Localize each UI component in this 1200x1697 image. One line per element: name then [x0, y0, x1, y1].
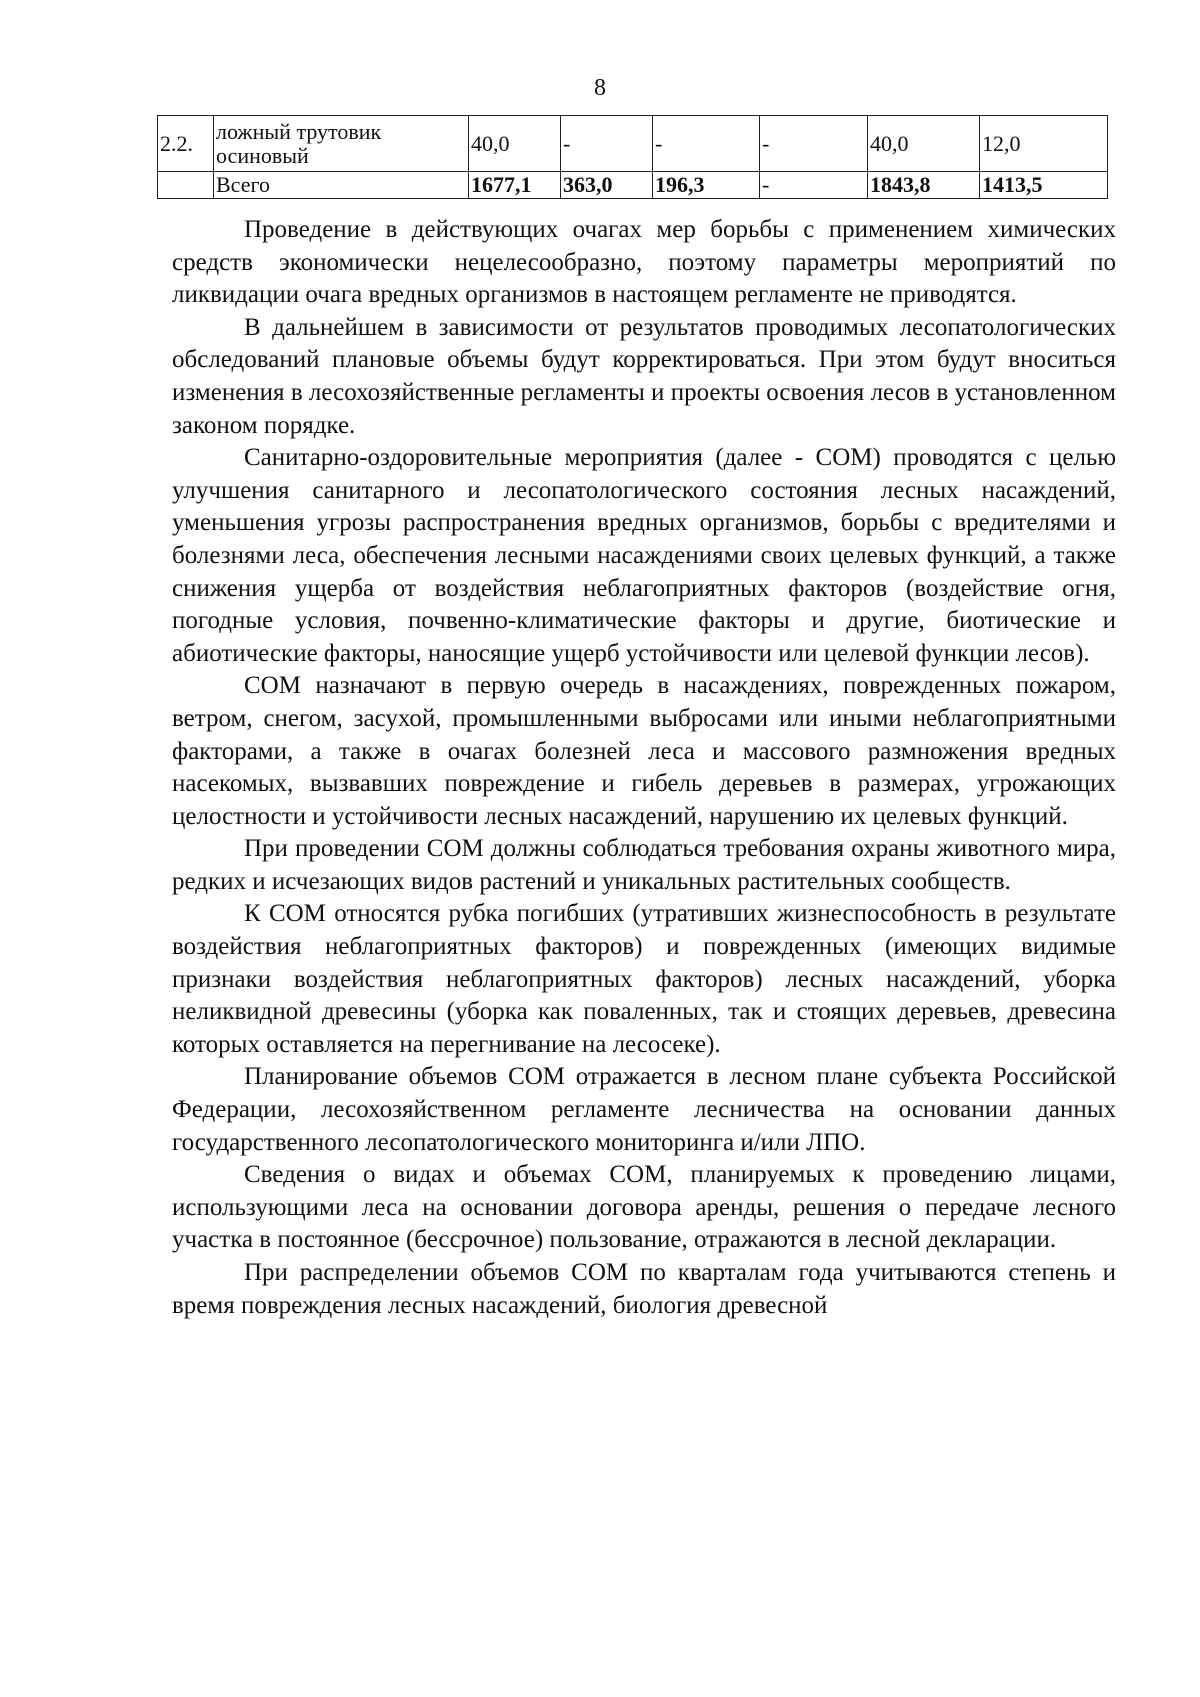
total-value-cell: 1677,1 — [469, 172, 561, 199]
total-label-cell: Всего — [214, 172, 469, 199]
row-number-cell: 2.2. — [158, 116, 214, 172]
row-number-cell — [158, 172, 214, 199]
total-value-cell: 1413,5 — [980, 172, 1108, 199]
page-number: 8 — [594, 75, 606, 101]
value-cell: 40,0 — [868, 116, 980, 172]
total-value-cell: 196,3 — [653, 172, 760, 199]
summary-table — [157, 115, 1108, 199]
value-cell: 40,0 — [469, 116, 561, 172]
value-cell: 12,0 — [980, 116, 1108, 172]
paragraph: СОМ назначают в первую очередь в насаждениях, поврежденных пожаром, ветром, снегом, засухой, промышленными выбросами или иными неблагоприятными факторами, а также в очагах болезней леса и массового размножения вредных насекомых, вызвавших повреждение и гибель деревьев в размерах, угрожающих целостности и устойчивости лесных насаждений, нарушению их целевых функций. — [172, 672, 1116, 830]
body-text — [172, 214, 1116, 1322]
paragraph: Проведение в действующих очагах мер борьбы с применением химических средств экономически нецелесообразно, поэтому параметры мероприятий по ликвидации очага вредных организмов в настоящем регламенте не приводятся. — [172, 216, 1116, 309]
table-total-row — [158, 172, 1108, 199]
pest-name-cell: ложный трутовик осиновый — [214, 116, 469, 172]
paragraph: Сведения о видах и объемах СОМ, планируемых к проведению лицами, использующими леса на основании договора аренды, решения о передаче лесного участка в постоянное (бессрочное) пользование, отражаются в лесной декларации. — [172, 1161, 1116, 1254]
table-row — [158, 116, 1108, 172]
paragraph: При распределении объемов СОМ по кварталам года учитываются степень и время повреждения лесных насаждений, биология древесной — [172, 1259, 1116, 1319]
paragraph: В дальнейшем в зависимости от результатов проводимых лесопатологических обследований плановые объемы будут корректироваться. При этом будут вноситься изменения в лесохозяйственные регламенты и проекты освоения лесов в установленном законом порядке. — [172, 313, 1116, 439]
value-cell: - — [561, 116, 653, 172]
value-cell: - — [653, 116, 760, 172]
value-cell: - — [760, 116, 868, 172]
total-value-cell: 363,0 — [561, 172, 653, 199]
total-value-cell: 1843,8 — [868, 172, 980, 199]
paragraph: Санитарно-оздоровительные мероприятия (далее - СОМ) проводятся с целью улучшения санитарного и лесопатологического состояния лесных насаждений, уменьшения угрозы распространения вредных организмов, борьбы с вредителями и болезнями леса, обеспечения лесными насаждениями своих целевых функций, а также снижения ущерба от воздействия неблагоприятных факторов (воздействие огня, погодные условия, почвенно-климатические факторы и другие, биотические и абиотические факторы, наносящие ущерб устойчивости или целевой функции лесов). — [172, 444, 1116, 667]
paragraph: К СОМ относятся рубка погибших (утративших жизнеспособность в результате воздействия неблагоприятных факторов) и поврежденных (имеющих видимые признаки воздействия неблагоприятных факторов) лесных насаждений, уборка неликвидной древесины (уборка как поваленных, так и стоящих деревьев, древесина которых оставляется на перегнивание на лесосеке). — [172, 900, 1116, 1058]
paragraph: При проведении СОМ должны соблюдаться требования охраны животного мира, редких и исчезающих видов растений и уникальных растительных сообществ. — [172, 835, 1116, 895]
total-value-cell: - — [760, 172, 868, 199]
paragraph: Планирование объемов СОМ отражается в лесном плане субъекта Российской Федерации, лесохозяйственном регламенте лесничества на основании данных государственного лесопатологического мониторинга и/или ЛПО. — [172, 1063, 1116, 1156]
